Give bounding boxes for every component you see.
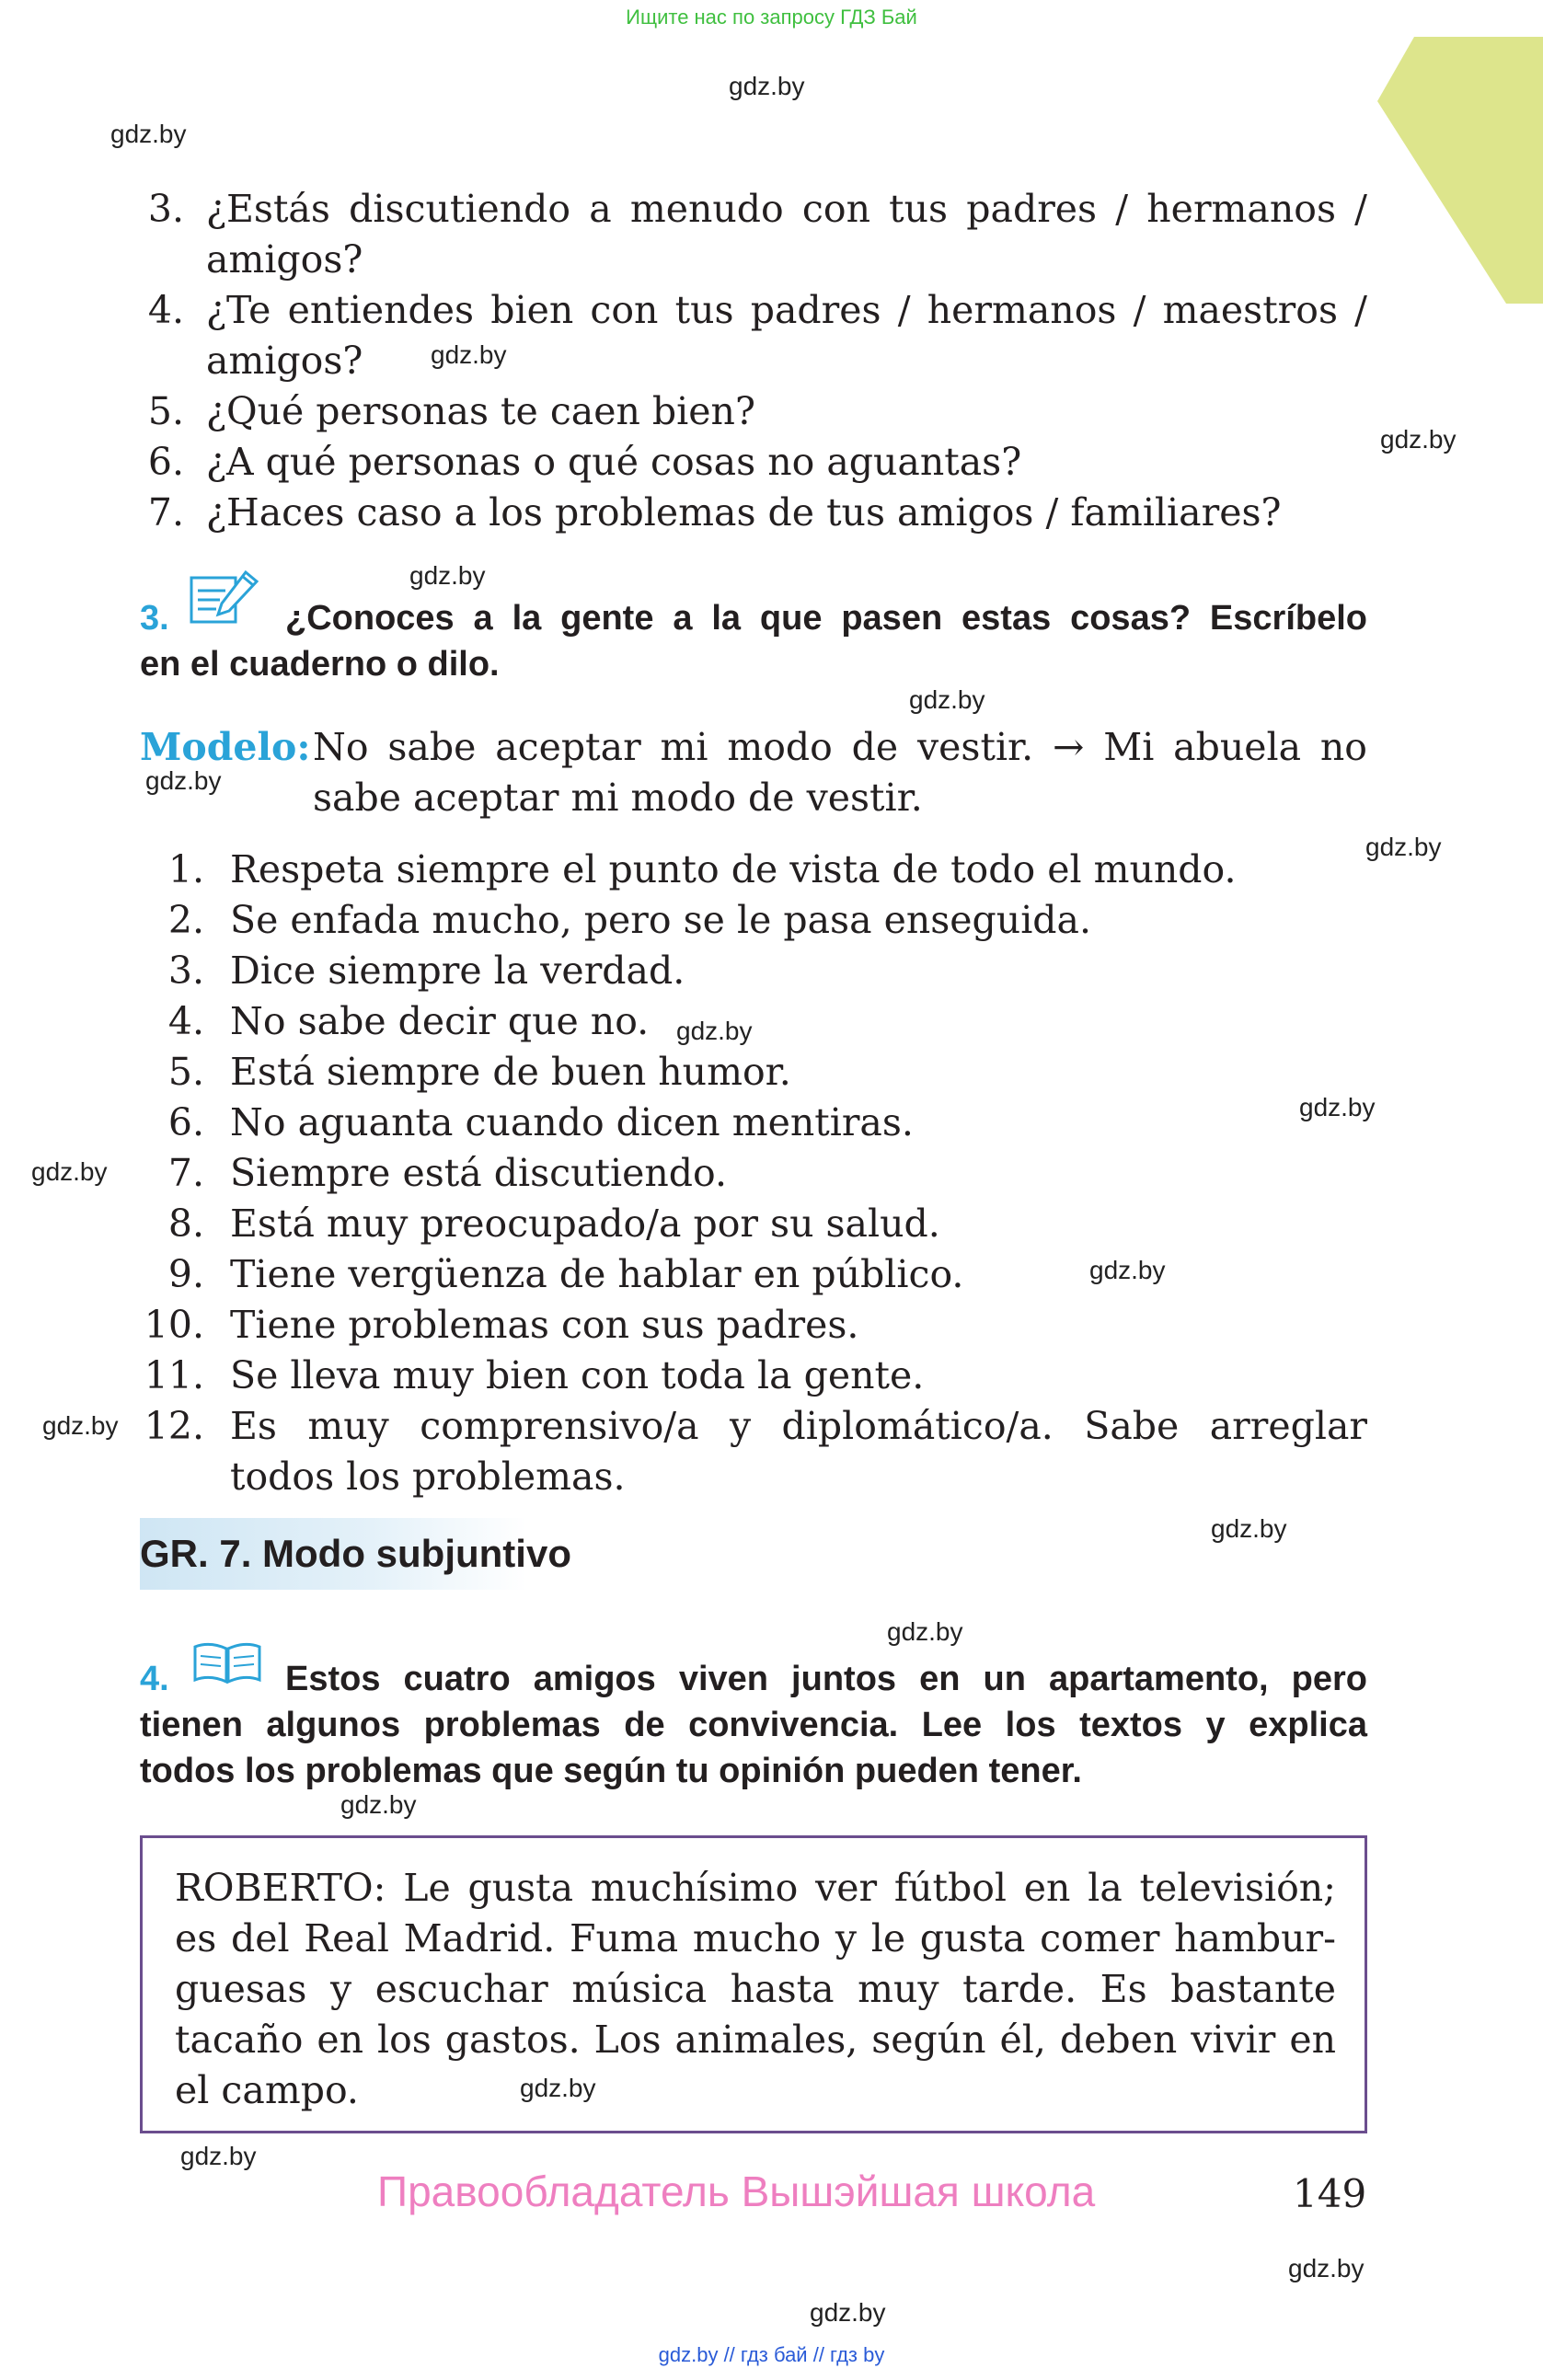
item-text: No sabe decir que no. (230, 999, 650, 1043)
model-text: No sabe aceptar mi modo de vestir. → Mi abuela no (313, 725, 1367, 769)
item-number: 1. (167, 847, 204, 891)
pencil-notebook-icon (189, 569, 260, 626)
question-text: ¿A qué personas o qué cosas no aguantas? (206, 440, 1022, 484)
item-number: 12. (144, 1404, 204, 1448)
question-number: 6. (147, 440, 184, 484)
watermark: gdz.by (431, 340, 507, 369)
watermark: gdz.by (1211, 1514, 1287, 1543)
model-text: sabe aceptar mi modo de vestir. (313, 776, 923, 820)
grammar-heading: GR. 7. Modo subjuntivo (140, 1532, 571, 1575)
watermark: gdz.by (1089, 1256, 1166, 1284)
watermark: gdz.by (340, 1790, 417, 1819)
question-number: 5. (147, 389, 184, 433)
box-line: el campo. (175, 2068, 359, 2112)
exercise-instruction: todos los problemas que según tu opinión pueden tener. (140, 1752, 1082, 1790)
watermark: gdz.by (1380, 425, 1457, 454)
question-text: amigos? (206, 237, 363, 282)
item-text: Está siempre de buen humor. (230, 1050, 791, 1094)
exercise-instruction: en el cuaderno o dilo. (140, 645, 500, 684)
item-text: Tiene vergüenza de hablar en público. (230, 1252, 964, 1296)
exercise-instruction: Estos cuatro amigos viven juntos en un apartamento, pero (285, 1660, 1367, 1698)
item-number: 6. (167, 1100, 204, 1144)
watermark: gdz.by (1365, 833, 1442, 861)
box-line: ROBERTO: Le gusta muchísimo ver fútbol en la televisión; (175, 1866, 1336, 1910)
watermark: gdz.by (31, 1157, 108, 1186)
item-text: Respeta siempre el punto de vista de todo el mundo. (230, 847, 1237, 891)
watermark: gdz.by (520, 2074, 596, 2102)
copyright-owner: Правообладатель Вышэйшая школа (377, 2167, 1096, 2215)
item-number: 2. (167, 898, 204, 942)
exercise-instruction: tienen algunos problemas de convivencia. Lee los textos y explica (140, 1706, 1367, 1744)
page-number: 149 (1293, 2171, 1367, 2216)
exercise-number: 4. (140, 1660, 169, 1698)
box-line: guesas y escuchar música hasta muy tarde. Es bastante (175, 1967, 1336, 2011)
item-number: 3. (167, 949, 204, 993)
box-line: es del Real Madrid. Fuma mucho y le gusta comer hambur- (175, 1916, 1336, 1960)
item-text: Tiene problemas con sus padres. (230, 1303, 859, 1347)
question-text: ¿Estás discutiendo a menudo con tus padres / hermanos / (206, 187, 1367, 231)
item-number: 10. (144, 1303, 204, 1347)
item-text: Está muy preocupado/a por su salud. (230, 1201, 940, 1246)
question-number: 4. (147, 288, 184, 332)
watermark: gdz.by (810, 2298, 886, 2327)
item-number: 7. (167, 1151, 204, 1195)
watermark: gdz.by (1299, 1093, 1376, 1121)
question-text: ¿Qué personas te caen bien? (206, 389, 755, 433)
watermark: gdz.by (1288, 2254, 1365, 2282)
item-number: 9. (167, 1252, 204, 1296)
corner-decoration (1285, 0, 1543, 304)
open-book-icon (191, 1639, 263, 1685)
watermark: gdz.by (110, 120, 187, 148)
question-text: ¿Te entiendes bien con tus padres / hermanos / maestros / (206, 288, 1367, 332)
watermark: gdz.by (887, 1617, 963, 1646)
item-number: 4. (167, 999, 204, 1043)
item-number: 5. (167, 1050, 204, 1094)
watermark: gdz.by (729, 72, 805, 100)
item-text: Dice siempre la verdad. (230, 949, 685, 993)
box-line: tacaño en los gastos. Los animales, según él, deben vivir en (175, 2018, 1336, 2062)
watermark: gdz.by (676, 1017, 753, 1045)
item-text: Se lleva muy bien con toda la gente. (230, 1353, 925, 1397)
watermark: gdz.by (42, 1411, 119, 1440)
item-number: 11. (144, 1353, 204, 1397)
model-label: Modelo: (140, 725, 311, 769)
item-text: todos los problemas. (230, 1454, 626, 1499)
question-number: 3. (147, 187, 184, 231)
watermark: gdz.by (909, 685, 985, 714)
top-banner: Ищите нас по запросу ГДЗ Бай (626, 6, 917, 29)
question-text: ¿Haces caso a los problemas de tus amigos / familiares? (206, 490, 1282, 535)
watermark: gdz.by (409, 561, 486, 590)
question-number: 7. (147, 490, 184, 535)
exercise-number: 3. (140, 599, 169, 638)
bottom-links[interactable]: gdz.by // гдз бай // гдз by (658, 2343, 885, 2366)
question-text: amigos? (206, 339, 363, 383)
item-text: Es muy comprensivo/a y diplomático/a. Sabe arreglar (230, 1404, 1367, 1448)
item-text: Se enfada mucho, pero se le pasa enseguida. (230, 898, 1092, 942)
item-number: 8. (167, 1201, 204, 1246)
item-text: No aguanta cuando dicen mentiras. (230, 1100, 914, 1144)
exercise-instruction: ¿Conoces a la gente a la que pasen estas cosas? Escríbelo (285, 599, 1367, 638)
watermark: gdz.by (145, 766, 222, 795)
item-text: Siempre está discutiendo. (230, 1151, 728, 1195)
watermark: gdz.by (180, 2142, 257, 2170)
